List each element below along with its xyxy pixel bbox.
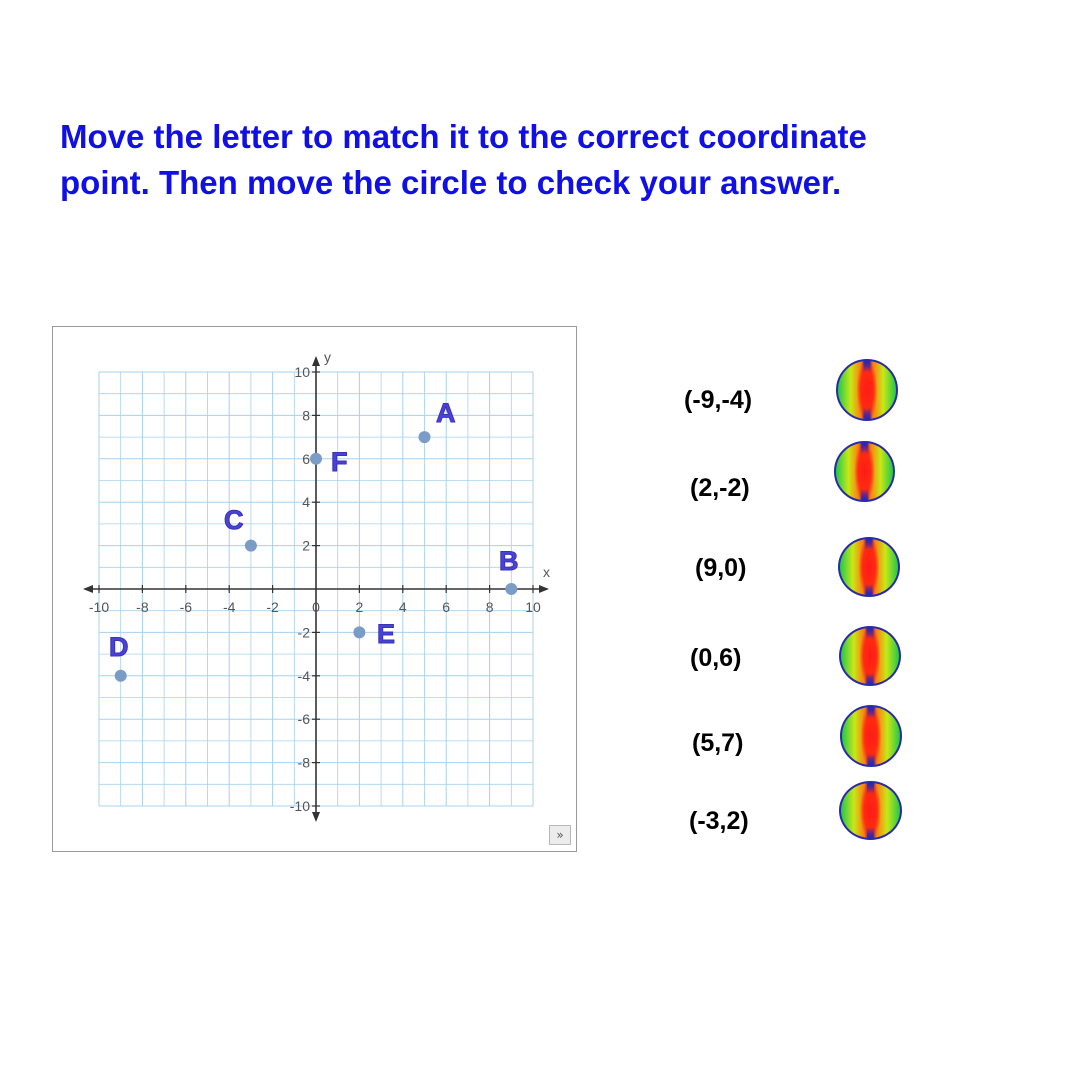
y-tick-label: -10: [289, 798, 310, 814]
letter-f[interactable]: F: [331, 447, 348, 477]
letter-b[interactable]: B: [499, 546, 519, 576]
x-axis-arrow-right: [539, 585, 549, 593]
y-axis-label: y: [324, 349, 331, 365]
plotted-point: [115, 670, 127, 682]
check-answer-circle[interactable]: [834, 441, 895, 502]
x-tick-label: 2: [355, 599, 364, 615]
instructions: [60, 114, 1020, 206]
coordinate-graph-panel: [52, 326, 577, 852]
check-answer-circle[interactable]: [840, 705, 902, 767]
y-tick-label: -2: [297, 624, 310, 641]
x-tick-label: 6: [442, 599, 451, 615]
coordinate-label: (0,6): [690, 644, 742, 672]
coordinate-label: (9,0): [695, 554, 747, 582]
letter-e[interactable]: E: [377, 619, 396, 649]
check-answer-circle[interactable]: [839, 781, 902, 840]
x-tick-label: -4: [222, 599, 236, 615]
x-tick-label: -10: [88, 599, 110, 615]
plotted-point: [245, 540, 257, 552]
check-answer-circle[interactable]: [839, 626, 901, 686]
coordinate-label: (5,7): [692, 729, 744, 757]
plotted-point: [310, 453, 322, 465]
check-answer-circle[interactable]: [838, 537, 900, 597]
y-tick-label: -8: [297, 754, 310, 771]
x-tick-label: -8: [136, 599, 149, 615]
y-axis-arrow-down: [312, 812, 320, 822]
y-tick-label: 8: [302, 407, 310, 424]
x-tick-label: -6: [179, 599, 193, 615]
plotted-point: [505, 583, 517, 595]
x-axis-arrow-left: [83, 585, 93, 593]
x-tick-label: 8: [485, 599, 494, 615]
x-axis-label: x: [543, 564, 550, 580]
letter-c[interactable]: C: [224, 505, 244, 535]
y-tick-label: 4: [302, 494, 310, 511]
letter-a[interactable]: A: [436, 398, 456, 428]
coordinate-plane: [53, 327, 578, 853]
y-tick-label: 6: [302, 450, 310, 467]
double-chevron-down-icon[interactable]: »: [549, 825, 571, 845]
y-tick-label: 10: [294, 364, 310, 380]
y-axis-arrow-up: [312, 356, 320, 366]
x-tick-label: -2: [266, 599, 279, 615]
y-tick-label: -4: [297, 667, 310, 684]
instructions-line-2: point. Then move the circle to check your answer.: [60, 164, 842, 201]
plotted-point: [353, 626, 365, 638]
x-tick-label: 0: [312, 599, 320, 615]
y-tick-label: -6: [297, 711, 310, 728]
letter-d[interactable]: D: [109, 632, 129, 662]
instructions-line-1: Move the letter to match it to the correct coordinate: [60, 118, 867, 155]
plotted-point: [419, 431, 431, 443]
x-tick-label: 4: [398, 599, 407, 615]
check-answer-circle[interactable]: [836, 359, 898, 421]
x-tick-label: 10: [525, 599, 541, 615]
coordinate-label: (-9,-4): [684, 386, 753, 414]
coordinate-label: (2,-2): [690, 474, 750, 502]
coordinate-label: (-3,2): [689, 807, 749, 835]
y-tick-label: 2: [302, 537, 310, 554]
